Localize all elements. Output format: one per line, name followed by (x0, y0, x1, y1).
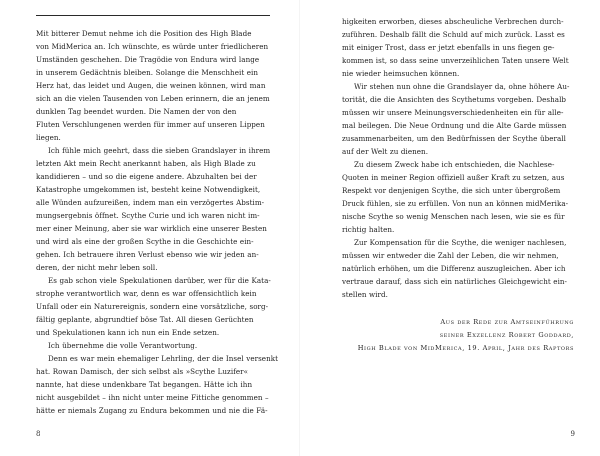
right-page (300, 0, 600, 456)
text-line: Ich fühle mich geehrt, dass die sieben Grandslayer in ihrem (48, 146, 271, 155)
text-line: natürlich erhöhen, um die Differenz auszugleichen. Aber ich (342, 264, 566, 273)
text-line: mit einiger Trost, dass er jetzt ebenfalls in uns fiegen ge- (342, 43, 555, 52)
text-line: Ich übernehme die volle Verantwortung. (48, 341, 198, 350)
text-line: von MidMerica an. Ich wünschte, es würde unter friedlicheren (36, 42, 269, 51)
text-line: kandidieren – und so die eigene andere. Abzuhalten bei der (36, 172, 257, 181)
text-line: liegen. (36, 133, 61, 142)
left-page-body (36, 27, 279, 417)
text-line: Zur Kompensation für die Scythe, die weniger nachlesen, (354, 238, 567, 247)
text-line: Es gab schon viele Spekulationen darüber, wer für die Kata- (48, 276, 271, 285)
text-line: Quoten in meiner Region offiziell außer Kraft zu setzen, aus (342, 173, 565, 182)
text-line: in unserem Gedächtnis bleiben. Solange die Menschheit ein (36, 68, 259, 77)
text-line: deren, der nicht mehr leben soll. (36, 263, 158, 272)
text-line: hätte er niemals Zugang zu Endura bekommen und nie die Fä- (36, 406, 268, 415)
text-line: Wir stehen nun ohne die Grandslayer da, ohne höhere Au- (354, 82, 570, 91)
text-line: richtig halten. (342, 225, 395, 234)
text-line: Fluten Verschlungenen werden für immer auf unseren Lippen (36, 120, 265, 129)
text-line: Zu diesem Zweck habe ich entschieden, die Nachlese- (354, 160, 555, 169)
text-line: kommen ist, so dass seine unverzeihlichen Taten unsere Welt (342, 56, 569, 65)
page-number-left: 8 (36, 430, 41, 438)
text-line: müssen wir entweder die Zahl der Leben, die wir nehmen, (342, 251, 559, 260)
text-line: zusammenarbeiten, um den Bedürfnissen der Scythe überall (342, 134, 566, 143)
text-line: Denn es war mein ehemaliger Lehrling, der die Insel versenkt (48, 354, 279, 363)
text-line: und wird als eine der großen Scythe in die Geschichte ein- (36, 237, 254, 246)
header-rule (36, 15, 270, 16)
text-line: hat. Rowan Damisch, der sich selbst als »Scythe Luzifer« (36, 367, 249, 376)
right-page-body (342, 15, 574, 301)
text-line: nicht ausgebildet – ihn nicht unter meine Fittiche genommen – (36, 393, 269, 402)
text-line: und Spekulationen kann ich nun ein Ende setzen. (36, 328, 220, 337)
text-line: sich an die vielen Tausenden von Leben erinnern, die an jenem (36, 94, 270, 103)
text-line: nie wieder heimsuchen können. (342, 69, 460, 78)
epigraph (342, 316, 574, 355)
text-line: Mit bitterer Demut nehme ich die Position des High Blade (36, 29, 252, 38)
page-number-right: 9 (570, 430, 575, 438)
text-line: vertraue darauf, dass sich ein natürliches Gleichgewicht ein- (342, 277, 568, 286)
text-line: nannte, hat diese undenkbare Tat begangen. Hätte ich ihn (36, 380, 253, 389)
epigraph-line: High Blade von MidMerica, 19. April, Jahr des Raptors (357, 344, 574, 352)
text-line: zuführen. Deshalb fällt die Schuld auf mich zurück. Lasst es (342, 30, 565, 39)
text-line: strophe verantwortlich war, denn es war offensichtlich kein (36, 289, 257, 298)
text-line: gehen. Ich betrauere ihren Verlust ebenso wie wir jeden an- (36, 250, 259, 259)
text-line: higkeiten erworben, dieses abscheuliche Verbrechen durch- (342, 17, 564, 26)
text-line: müssen wir unsere Meinungsverschiedenheiten ein für alle- (342, 108, 564, 117)
text-line: Umständen geschehen. Die Tragödie von Endura wird lange (36, 55, 260, 64)
text-line: dunklen Tag beendet wurden. Die Namen der von den (36, 107, 237, 116)
text-line: stellen wird. (342, 290, 388, 299)
epigraph-line: Aus der Rede zur Amtseinführung (440, 318, 574, 326)
text-line: Druck fühlen, sie zu erfüllen. Von nun an können midMerika- (342, 199, 569, 208)
text-line: nische Scythe so wenig Menschen nach lesen, wie sie es für (342, 212, 565, 221)
text-line: letzten Akt mein Recht anerkannt haben, als High Blade zu (36, 159, 256, 168)
text-line: mungsergebnis öffnet. Scythe Curie und ich waren nicht im- (36, 211, 260, 220)
text-line: Katastrophe umgekommen ist, besteht keine Notwendigkeit, (36, 185, 261, 194)
text-line: mal beilegen. Die Neue Ordnung und die Alte Garde müssen (342, 121, 567, 130)
text-line: torität, die die Ansichten des Scythetums vorgeben. Deshalb (342, 95, 567, 104)
text-line: Respekt vor denjenigen Scythe, die sich unter übergroßem (342, 186, 561, 195)
text-line: fältig geplante, abgrundtief böse Tat. All diesen Gerüchten (36, 315, 254, 324)
text-line: mer einer Meinung, aber sie war wirklich eine unserer Besten (36, 224, 267, 233)
text-line: Unfall oder ein Naturereignis, sondern eine vorsätzliche, sorg- (36, 302, 269, 311)
text-line: alle Wünden aufzureißen, indem man ein verzögertes Abstim- (36, 198, 265, 207)
text-line: auf der Welt zu dienen. (342, 147, 429, 156)
text-line: Herz hat, das leidet und Augen, die weinen können, wird man (36, 81, 266, 90)
epigraph-line: seiner Exzellenz Robert Goddard, (439, 331, 574, 339)
